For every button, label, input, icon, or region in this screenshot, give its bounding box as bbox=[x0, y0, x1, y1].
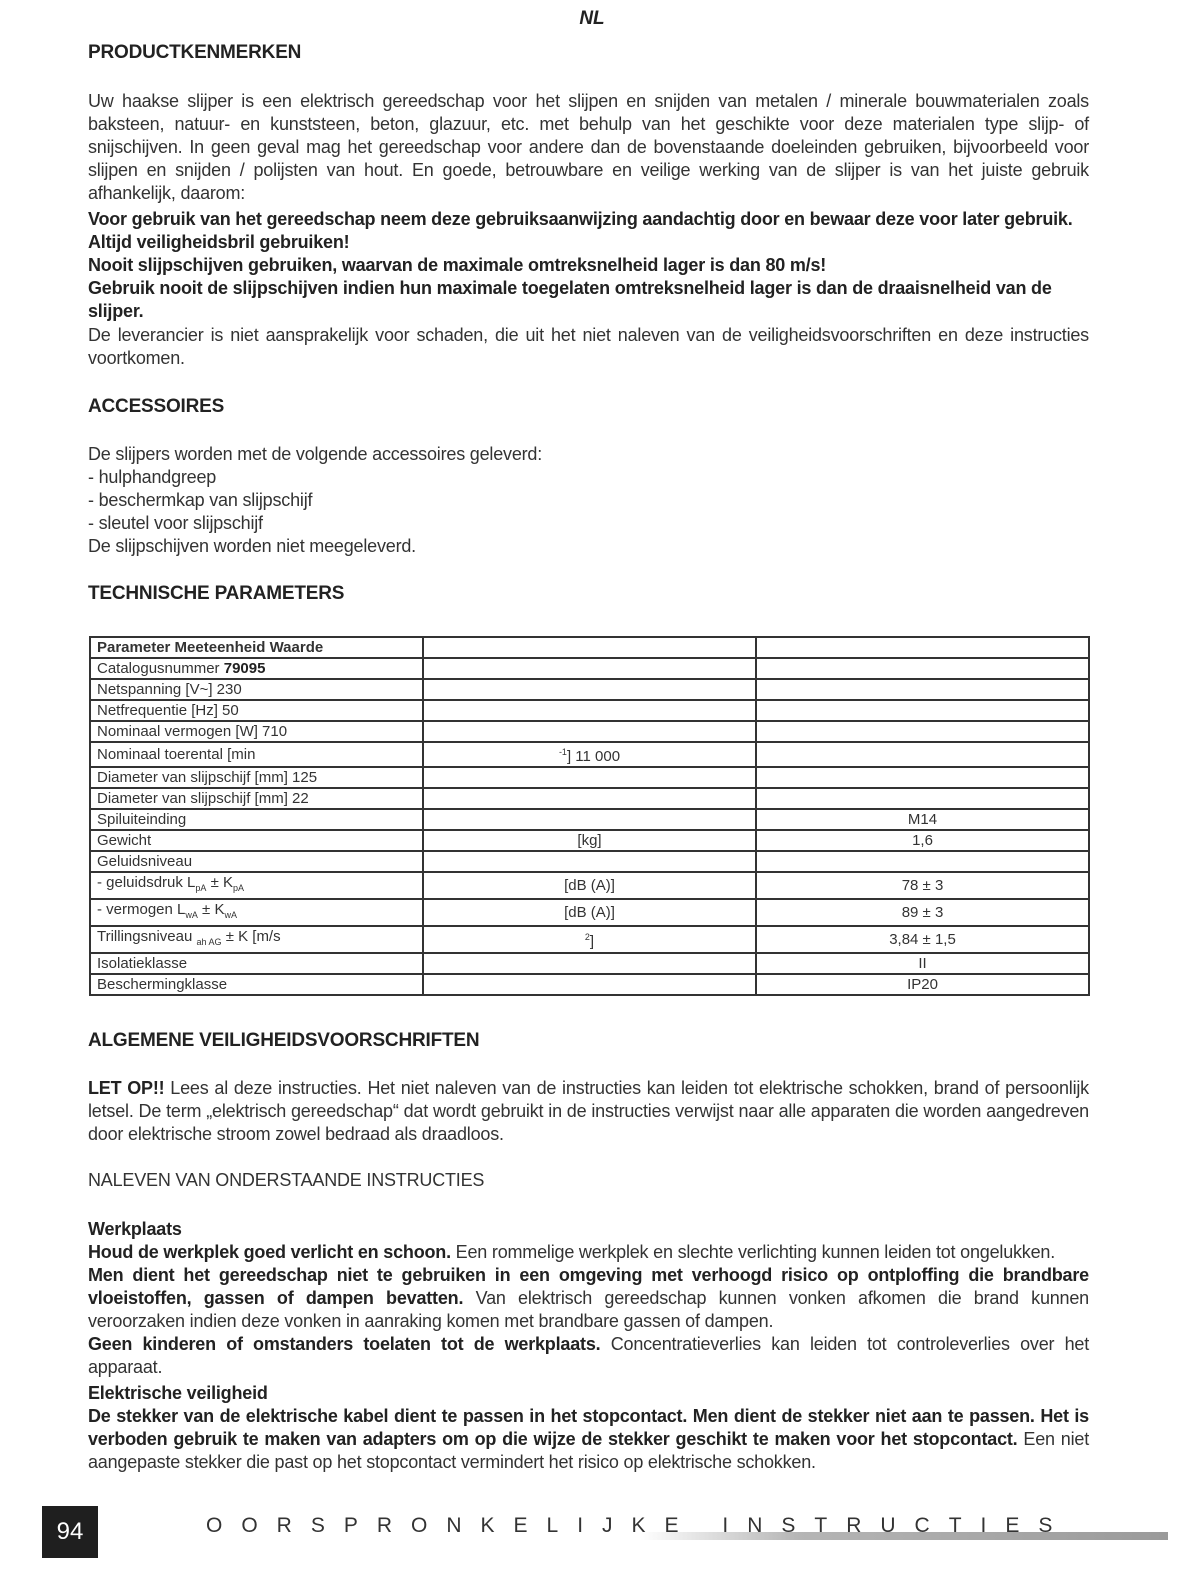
page-footer bbox=[0, 1500, 1184, 1560]
warning-read-manual: Voor gebruik van het gereedschap neem deze gebruiksaanwijzing aandachtig door en bewaar deze voor later gebruik. bbox=[88, 209, 1073, 229]
technical-parameters-table bbox=[89, 636, 1090, 996]
table-row: Diameter van slijpschijf [mm] 125 bbox=[90, 767, 1089, 788]
werkplaats-title: Werkplaats bbox=[88, 1219, 182, 1239]
section-title-technische-parameters: TECHNISCHE PARAMETERS bbox=[88, 583, 345, 604]
section-title-accessoires: ACCESSOIRES bbox=[88, 396, 225, 417]
table-row: Nominaal toerental [min $^{-1}$] 11 000 bbox=[90, 742, 1089, 767]
table-row: - vermogen $L_{wA} \pm K_{wA}$ [dB (A)] 89 ± 3 bbox=[90, 899, 1089, 926]
table-row: Beschermingklasse IP20 bbox=[90, 974, 1089, 995]
table-row: Geluidsniveau bbox=[90, 851, 1089, 872]
werkplaats-section bbox=[88, 1218, 1089, 1379]
table-row: Spiluiteinding M14 bbox=[90, 809, 1089, 830]
table-row: Trillingsniveau $_{ah AG}$ ± K [m/s $^2$] 3,84 ± 1,5 bbox=[90, 926, 1089, 953]
accessories-intro: De slijpers worden met de volgende accessoires geleverd: bbox=[88, 444, 543, 464]
table-row: Nominaal vermogen [W] 710 bbox=[90, 721, 1089, 742]
accessories-list bbox=[88, 443, 1089, 558]
elektrische-veiligheid-rule: De stekker van de elektrische kabel dient te passen in het stopcontact. Men dient de stekker niet aan te passen. Het is verboden gebruik te maken van adapters om op die wijze de stekker geschikt te maken voor het stopcontact. Een niet aangepaste stekker die past op het stopcontact vermindert het risico op elektrische schokken. bbox=[88, 1406, 1089, 1472]
elektrische-veiligheid-title: Elektrische veiligheid bbox=[88, 1383, 268, 1403]
list-item: - hulphandgreep bbox=[88, 467, 217, 487]
warning-disc-rotation: Gebruik nooit de slijpschijven indien hun maximale toegelaten omtreksnelheid lager is dan de draaisnelheid van de slijper. bbox=[88, 278, 1052, 321]
liability-paragraph: De leverancier is niet aansprakelijk voor schaden, die uit het niet naleven van de veiligheidsvoorschriften en deze instructies voortkomen. bbox=[88, 325, 1089, 368]
table-row: Netfrequentie [Hz] 50 bbox=[90, 700, 1089, 721]
table-row: Gewicht [kg] 1,6 bbox=[90, 830, 1089, 851]
werkplaats-rule: Men dient het gereedschap niet te gebruiken in een omgeving met verhoogd risico op ontploffing die brandbare vloeistoffen, gassen of dampen bevatten. Van elektrisch gereedschap kunnen vonken afkomen die brand kunnen veroorzaken indien deze vonken in aanraking komen met brandbare gassen of dampen. bbox=[88, 1265, 1089, 1331]
naleven-heading: NALEVEN VAN ONDERSTAANDE INSTRUCTIES bbox=[88, 1170, 485, 1190]
catalog-number: 79095 bbox=[223, 660, 266, 677]
warning-block bbox=[88, 208, 1089, 323]
warning-disc-speed: Nooit slijpschijven gebruiken, waarvan de maximale omtreksnelheid lager is dan 80 m/s! bbox=[88, 255, 827, 275]
section-title-productkenmerken: PRODUCTKENMERKEN bbox=[88, 42, 302, 63]
werkplaats-rule: Geen kinderen of omstanders toelaten tot de werkplaats. Concentratieverlies kan leiden tot controleverlies over het apparaat. bbox=[88, 1334, 1089, 1377]
warning-safety-glasses: Altijd veiligheidsbril gebruiken! bbox=[88, 232, 350, 252]
werkplaats-rule: Houd de werkplek goed verlicht en schoon. Een rommelige werkplek en slechte verlichting kunnen leiden tot ongelukken. bbox=[88, 1242, 1056, 1262]
letop-paragraph: LET OP!! Lees al deze instructies. Het niet naleven van de instructies kan leiden tot elektrische schokken, brand of persoonlijk letsel. De term „elektrisch gereedschap“ dat wordt gebruikt in de instructies verwijst naar alle apparaten die worden aangedreven door elektrische stroom zowel bedraad als draadloos. bbox=[88, 1078, 1089, 1144]
language-label: NL bbox=[579, 8, 605, 29]
list-item: - beschermkap van slijpschijf bbox=[88, 490, 313, 510]
table-row: Diameter van slijpschijf [mm] 22 bbox=[90, 788, 1089, 809]
intro-paragraph: Uw haakse slijper is een elektrisch gereedschap voor het slijpen en snijden van metalen / minerale bouwmaterialen zoals baksteen, natuur- en kunststeen, beton, glazuur, etc. met behulp van het geschikte voor deze materialen type slijp- of snijschijven. In geen geval mag het gereedschap voor andere dan de bovenstaande doeleinden gebruiken, bijvoorbeeld voor slijpen en snijden / polijsten van hout. En goede, betrouwbare en veilige werking van de slijper is van het juiste gebruik afhankelijk, daarom: bbox=[88, 91, 1089, 203]
footer-title: OORSPRONKELIJKE INSTRUCTIES bbox=[206, 1514, 1072, 1537]
table-row: - geluidsdruk $L_{pA} \pm K_{pA}$ [dB (A)] 78 ± 3 bbox=[90, 872, 1089, 899]
elektrische-veiligheid-section bbox=[88, 1382, 1089, 1474]
table-row: Catalogusnummer 79095 bbox=[90, 658, 1089, 679]
table-header-row bbox=[90, 637, 1089, 658]
table-row: Netspanning [V~] 230 bbox=[90, 679, 1089, 700]
accessories-note: De slijpschijven worden niet meegeleverd. bbox=[88, 536, 416, 556]
section-title-veiligheidsvoorschriften: ALGEMENE VEILIGHEIDSVOORSCHRIFTEN bbox=[88, 1030, 480, 1051]
list-item: - sleutel voor slijpschijf bbox=[88, 513, 263, 533]
table-header-cell: Parameter Meeteenheid Waarde bbox=[90, 637, 423, 658]
table-row: Isolatieklasse II bbox=[90, 953, 1089, 974]
page-number: 94 bbox=[42, 1506, 98, 1558]
